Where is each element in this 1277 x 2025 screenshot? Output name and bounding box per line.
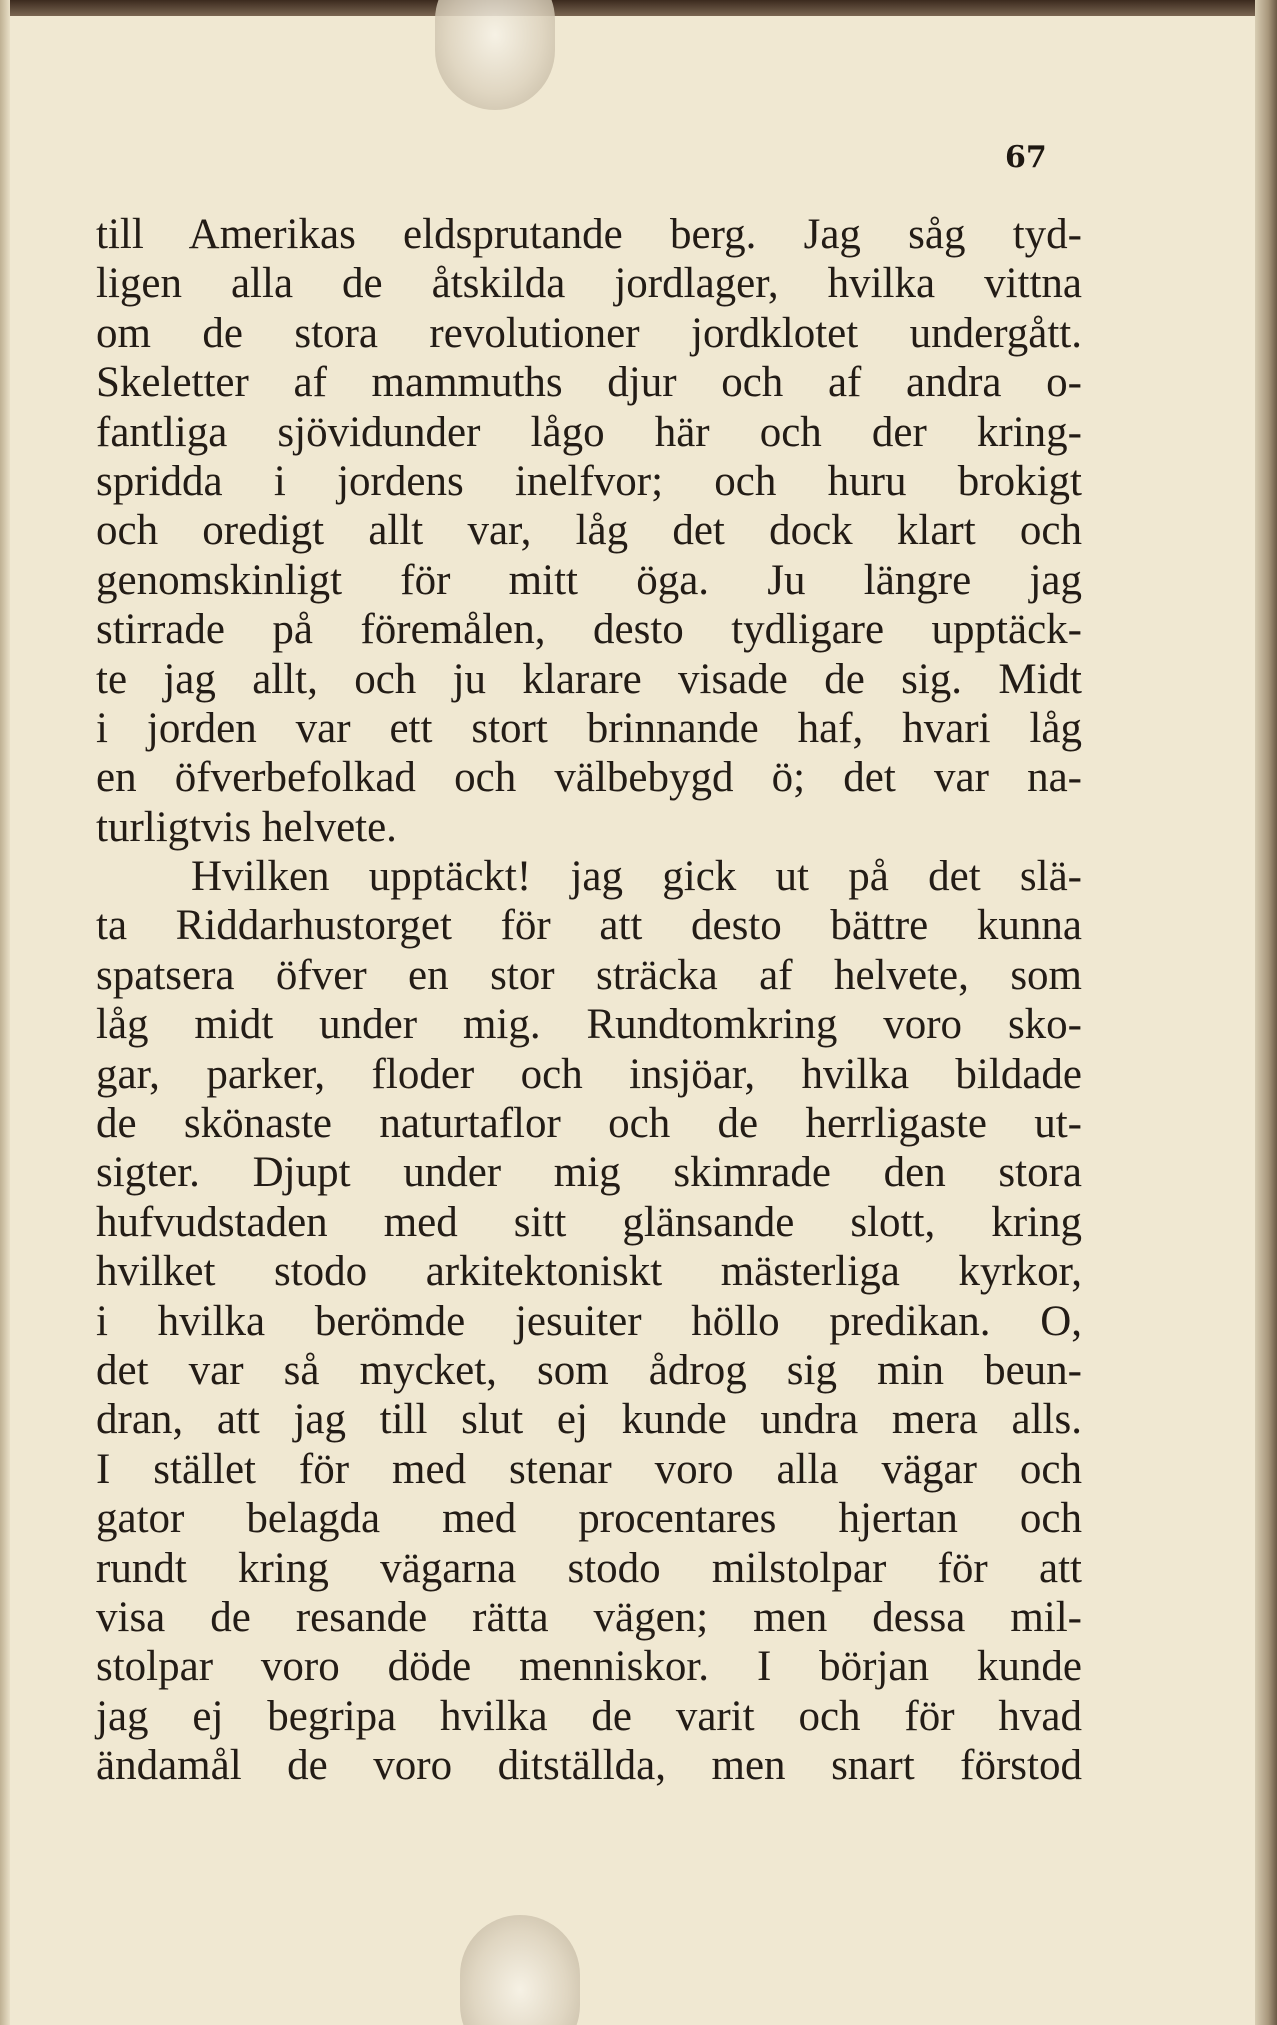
text-line: i jorden var ett stort brinnande haf, hvari låg	[96, 704, 1082, 752]
scanner-clip-bottom	[460, 1915, 580, 2025]
text-line: ligen alla de åtskilda jordlager, hvilka vittna	[96, 260, 1082, 308]
text-line: te jag allt, och ju klarare visade de sig. Midt	[96, 655, 1082, 703]
text-line: en öfverbefolkad och välbebygd ö; det var na-	[96, 754, 1082, 802]
scanner-clip-top	[435, 0, 555, 110]
text-line: dran, att jag till slut ej kunde undra mera alls.	[96, 1396, 1082, 1444]
body-text	[96, 210, 1082, 1791]
text-line: och oredigt allt var, låg det dock klart och	[96, 507, 1082, 555]
text-line: rundt kring vägarna stodo milstolpar för att	[96, 1544, 1082, 1592]
text-line: stolpar voro döde menniskor. I början kunde	[96, 1643, 1082, 1691]
page-number: 67	[1005, 140, 1047, 175]
text-line: gar, parker, floder och insjöar, hvilka bildade	[96, 1050, 1082, 1098]
page-top-edge	[0, 0, 1277, 16]
text-line: de skönaste naturtaflor och de herrligaste ut-	[96, 1100, 1082, 1148]
text-line: jag ej begripa hvilka de varit och för hvad	[96, 1692, 1082, 1740]
text-line: turligtvis helvete.	[96, 803, 397, 851]
text-line: spridda i jordens inelfvor; och huru brokigt	[96, 457, 1082, 505]
page-right-edge	[1255, 0, 1277, 2025]
text-line: om de stora revolutioner jordklotet undergått.	[96, 309, 1082, 357]
text-line: i hvilka berömde jesuiter höllo predikan. O,	[96, 1297, 1082, 1345]
text-line: till Amerikas eldsprutande berg. Jag såg tyd-	[96, 211, 1082, 258]
text-line: det var så mycket, som ådrog sig min beun-	[96, 1346, 1082, 1394]
text-line: stirrade på föremålen, desto tydligare upptäck-	[96, 606, 1082, 654]
page-left-edge	[0, 0, 10, 2025]
text-line: spatsera öfver en stor sträcka af helvete, som	[96, 951, 1082, 999]
text-line: ändamål de voro ditställda, men snart förstod	[96, 1742, 1082, 1790]
text-line: hvilket stodo arkitektoniskt mästerliga kyrkor,	[96, 1248, 1082, 1296]
text-line: sigter. Djupt under mig skimrade den stora	[96, 1149, 1082, 1197]
text-line: Skeletter af mammuths djur och af andra o-	[96, 359, 1082, 407]
text-line: I stället för med stenar voro alla vägar och	[96, 1445, 1082, 1493]
text-line: Hvilken upptäckt! jag gick ut på det slä-	[191, 853, 1082, 901]
text-line: ta Riddarhustorget för att desto bättre kunna	[96, 902, 1082, 950]
text-line: fantliga sjövidunder lågo här och der kring-	[96, 408, 1082, 456]
text-line: gator belagda med procentares hjertan och	[96, 1495, 1082, 1543]
text-line: hufvudstaden med sitt glänsande slott, kring	[96, 1198, 1082, 1246]
text-line: låg midt under mig. Rundtomkring voro sko-	[96, 1001, 1082, 1049]
text-line: genomskinligt för mitt öga. Ju längre jag	[96, 556, 1082, 604]
text-line: visa de resande rätta vägen; men dessa mil-	[96, 1593, 1082, 1641]
